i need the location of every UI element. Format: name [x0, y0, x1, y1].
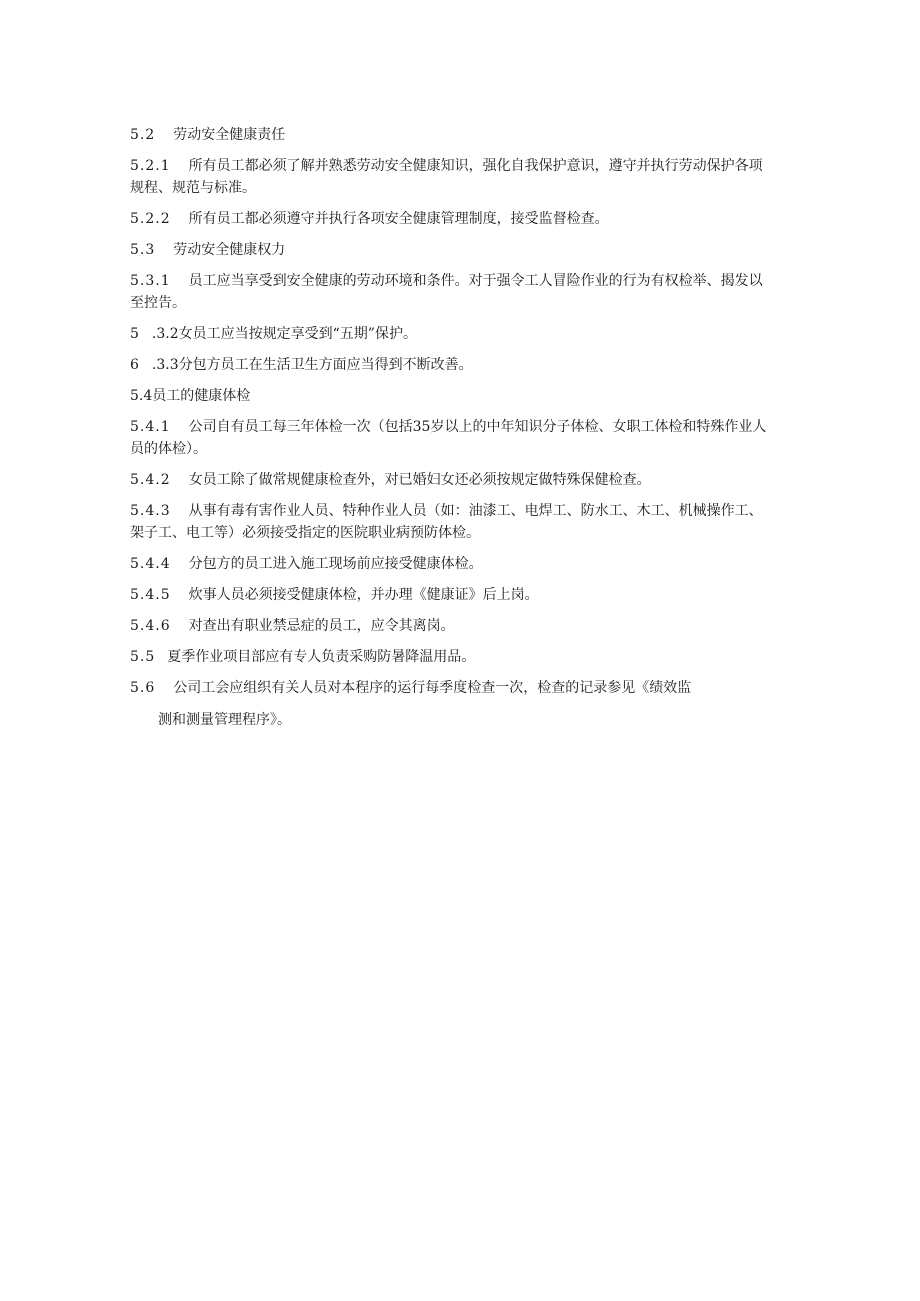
- clause-text-continued: 员的体检）。: [130, 441, 207, 457]
- clause-5-2-1: [130, 155, 794, 199]
- clause-text: 所有员工都必须了解并熟悉劳动安全健康知识，强化自我保护意识，遵守并执行劳动保护各项: [188, 158, 763, 174]
- clause-5-4-1: [130, 416, 794, 460]
- clause-5-4-6: [130, 615, 794, 637]
- section-5-4: [130, 385, 794, 407]
- section-heading: 劳动安全健康责任: [173, 127, 286, 143]
- section-text-continued: 测和测量管理程序》。: [158, 712, 291, 728]
- document-body: [130, 124, 794, 740]
- clause-5-3-3: [130, 354, 794, 376]
- clause-text: .3.2女员工应当按规定享受到“五期”保护。: [151, 326, 417, 342]
- clause-text: 所有员工都必须遵守并执行各项安全健康管理制度，接受监督检查。: [188, 211, 609, 227]
- clause-number: 5.3.1: [130, 273, 171, 289]
- section-5-5: [130, 646, 794, 668]
- section-5-3: [130, 239, 794, 261]
- clause-5-4-4: [130, 553, 794, 575]
- clause-number: 5: [130, 326, 140, 342]
- clause-5-4-5: [130, 584, 794, 606]
- clause-text: 分包方的员工进入施工现场前应接受健康体检。: [188, 556, 483, 572]
- clause-text: 炊事人员必须接受健康体检，并办理《健康证》后上岗。: [188, 587, 539, 603]
- clause-text: 从事有毒有害作业人员、特种作业人员（如：油漆工、电焊工、防水工、木工、机械操作工、: [188, 503, 763, 519]
- section-5-2: [130, 124, 794, 146]
- clause-text: .3.3分包方员工在生活卫生方面应当得到不断改善。: [151, 357, 473, 373]
- clause-number: 6: [130, 357, 140, 373]
- section-number: 5.6: [130, 680, 156, 696]
- clause-5-2-2: [130, 208, 794, 230]
- clause-number: 5.4.4: [130, 556, 171, 572]
- clause-number: 5.4.6: [130, 618, 171, 634]
- clause-text-continued: 架子工、电工等）必须接受指定的医院职业病预防体检。: [130, 525, 480, 541]
- clause-text-continued: 规程、规范与标准。: [130, 180, 256, 196]
- clause-number: 5.4.5: [130, 587, 171, 603]
- clause-number: 5.4.2: [130, 472, 171, 488]
- clause-text-continued: 至控告。: [130, 295, 186, 311]
- clause-number: 5.4.3: [130, 503, 171, 519]
- section-text: 公司工会应组织有关人员对本程序的运行每季度检查一次，检查的记录参见《绩效监: [173, 680, 692, 696]
- clause-5-3-2: [130, 323, 794, 345]
- clause-text: 员工应当享受到安全健康的劳动环境和条件。对于强令工人冒险作业的行为有权检举、揭发以: [188, 273, 763, 289]
- clause-text: 公司自有员工每三年体检一次（包括35岁以上的中年知识分子体检、女职工体检和特殊作业人: [188, 419, 767, 435]
- clause-5-4-2: [130, 469, 794, 491]
- clause-5-3-1: [130, 270, 794, 314]
- section-number: 5.3: [130, 242, 156, 258]
- section-heading: 5.4员工的健康体检: [130, 388, 251, 404]
- section-number: 5.2: [130, 127, 156, 143]
- clause-5-4-3: [130, 500, 794, 544]
- section-number: 5.5: [130, 649, 156, 665]
- section-heading: 劳动安全健康权力: [173, 242, 286, 258]
- section-5-6: [130, 677, 794, 731]
- clause-number: 5.2.2: [130, 211, 171, 227]
- clause-text: 对查出有职业禁忌症的员工，应令其离岗。: [188, 618, 455, 634]
- section-text: 夏季作业项目部应有专人负责采购防暑降温用品。: [167, 649, 476, 665]
- clause-number: 5.2.1: [130, 158, 171, 174]
- clause-number: 5.4.1: [130, 419, 171, 435]
- clause-text: 女员工除了做常规健康检查外，对已婚妇女还必须按规定做特殊保健检查。: [188, 472, 651, 488]
